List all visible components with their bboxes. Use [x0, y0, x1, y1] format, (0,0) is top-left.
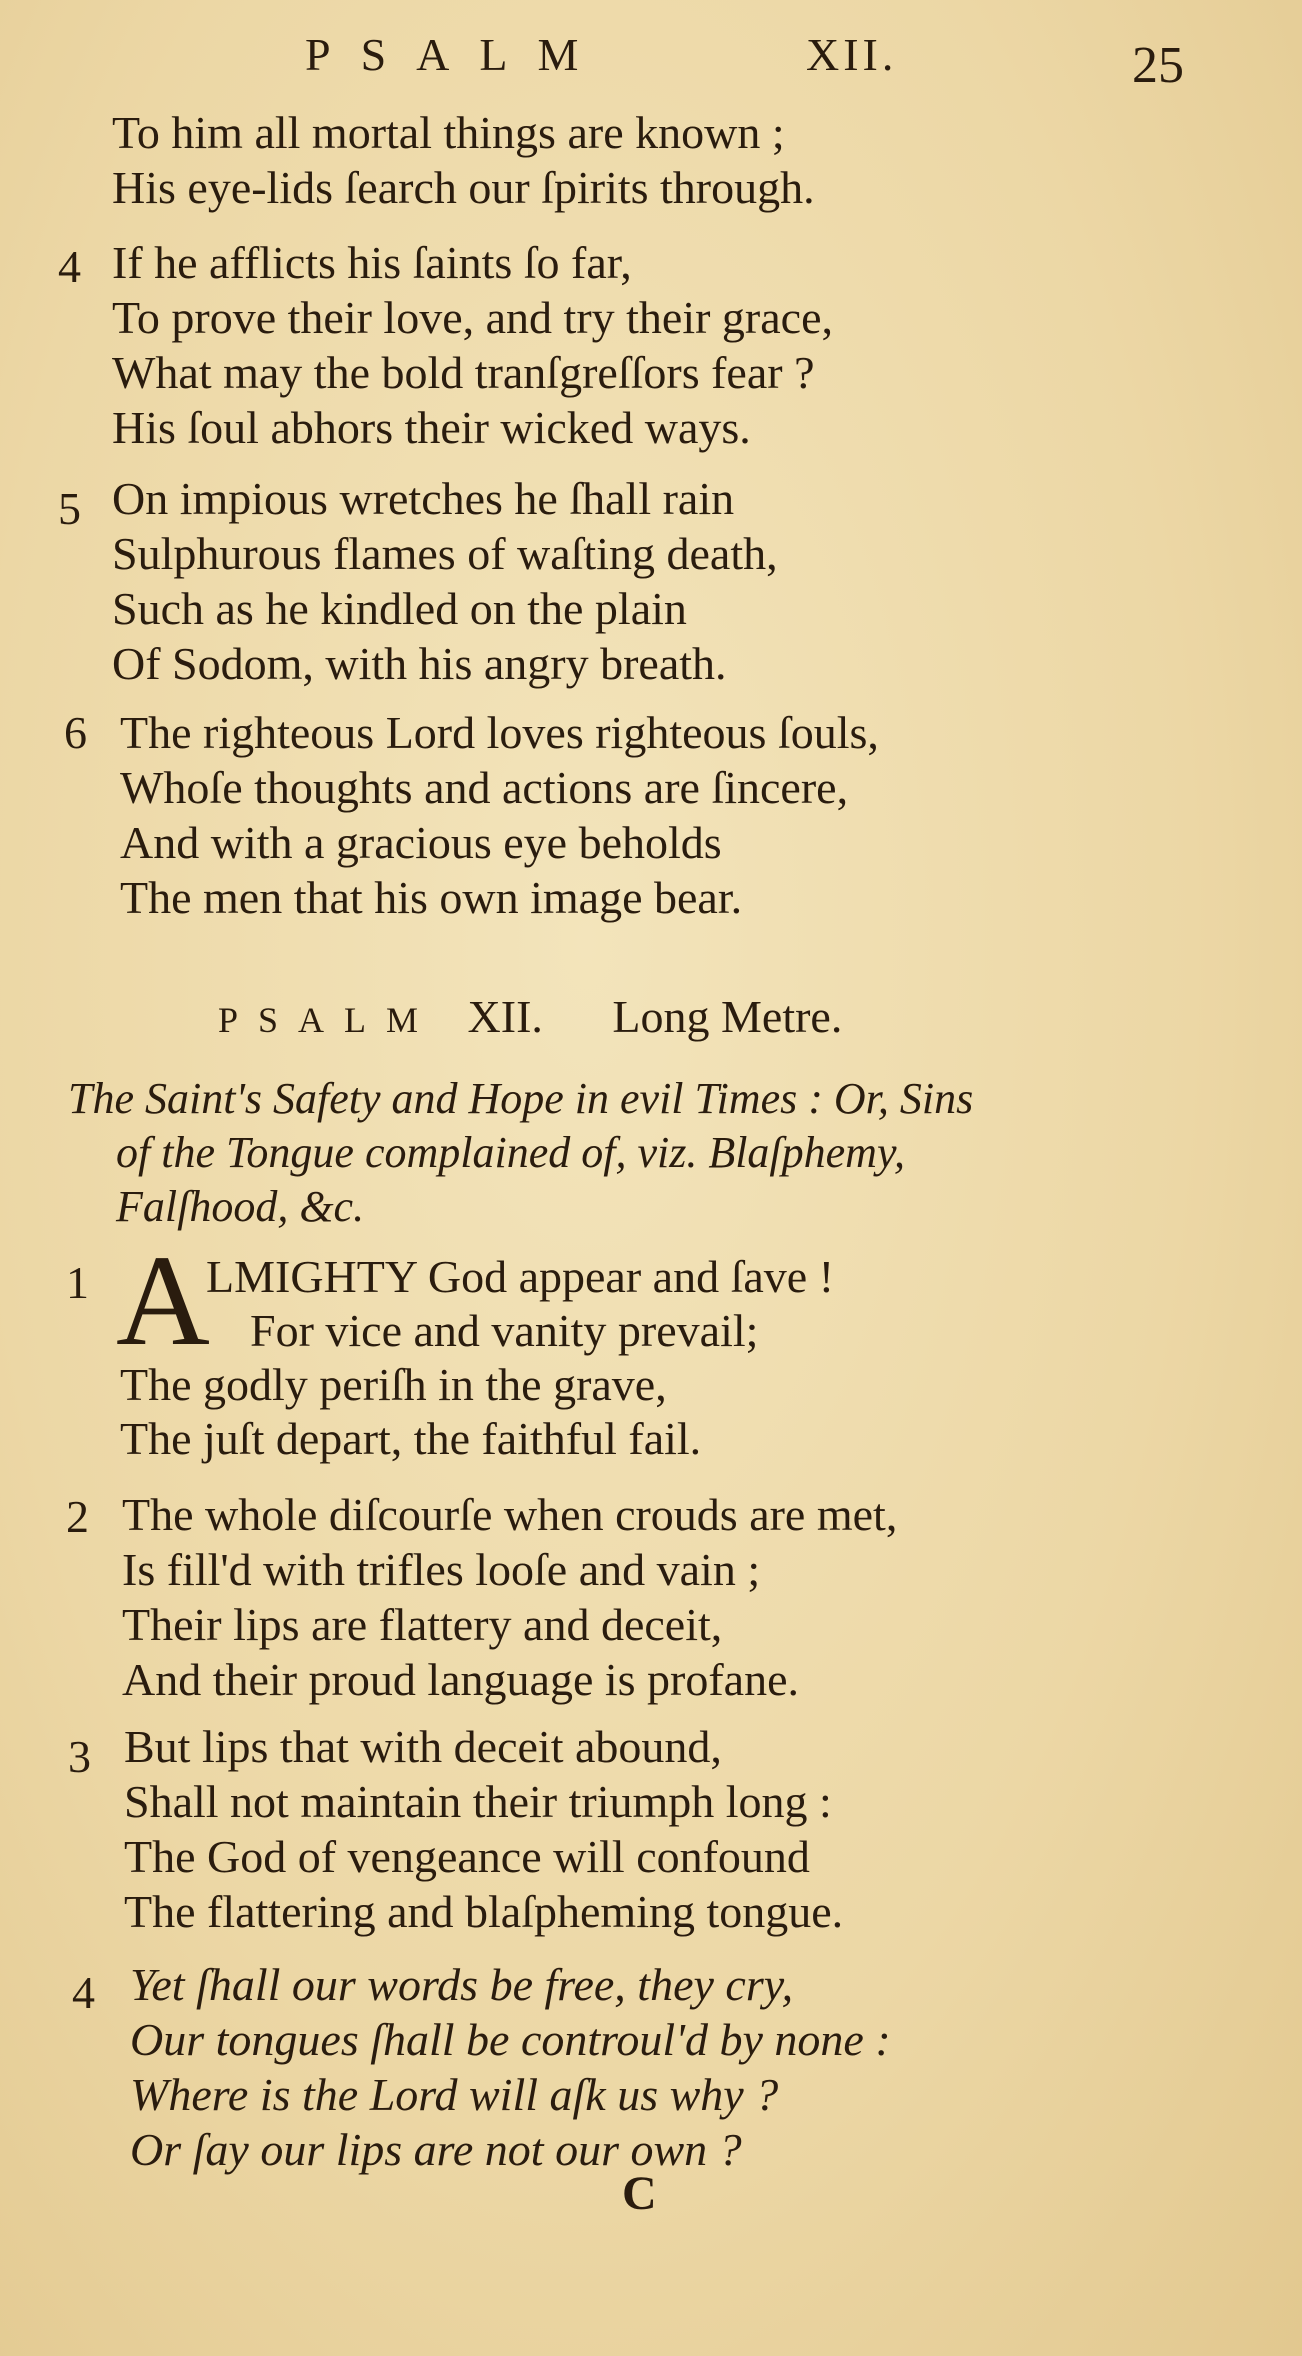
verse-line: Is fill'd with trifles looſe and vain ;	[122, 1544, 761, 1595]
verse-line: And with a gracious eye beholds	[120, 817, 722, 868]
psalm-heading-metre: Long Metre.	[612, 991, 843, 1042]
signature-mark: C	[622, 2167, 657, 2220]
verse-number: 1	[66, 1257, 89, 1308]
verse-line: But lips that with deceit abound,	[124, 1721, 722, 1772]
verse-line: For vice and vanity prevail;	[250, 1305, 759, 1356]
verse-line: If he afflicts his ſaints ſo far,	[112, 237, 632, 288]
verse-line: To him all mortal things are known ;	[112, 107, 785, 158]
psalm-heading	[218, 990, 842, 1043]
verse-line: Whoſe thoughts and actions are ſincere,	[120, 762, 849, 813]
psalm-heading-number: XII.	[467, 991, 543, 1042]
verse-line: Our tongues ſhall be controul'd by none :	[130, 2014, 891, 2065]
verse-number: 4	[58, 241, 81, 292]
verse-line: The God of vengeance will confound	[124, 1831, 810, 1882]
verse-line: What may the bold tranſgreſſors fear ?	[112, 347, 815, 398]
verse-line: LMIGHTY God appear and ſave !	[206, 1251, 835, 1302]
psalm-heading-word: PSALM	[218, 1000, 439, 1040]
verse-line: Yet ſhall our words be free, they cry,	[130, 1959, 794, 2010]
verse-line: Of Sodom, with his angry breath.	[112, 638, 727, 689]
verse-line: Their lips are flattery and deceit,	[122, 1599, 723, 1650]
page-number: 25	[1132, 37, 1184, 94]
verse-number: 6	[64, 707, 87, 758]
verse-line: The juſt depart, the faithful fail.	[120, 1413, 702, 1464]
drop-cap: A	[116, 1229, 210, 1373]
verse-line: The godly periſh in the grave,	[120, 1359, 667, 1410]
verse-line: His eye-lids ſearch our ſpirits through.	[112, 162, 815, 213]
verse-line: Shall not maintain their triumph long :	[124, 1776, 832, 1827]
psalm-subtitle-line: Falſhood, &c.	[116, 1182, 365, 1231]
verse-line: The flattering and blaſpheming tongue.	[124, 1886, 844, 1937]
psalm-subtitle-line: The Saint's Safety and Hope in evil Times : Or, Sins	[68, 1074, 974, 1123]
verse-number: 4	[72, 1967, 95, 2018]
verse-line: Such as he kindled on the plain	[112, 583, 687, 634]
verse-line: The righteous Lord loves righteous ſouls,	[120, 707, 879, 758]
running-head-title: PSALM	[305, 29, 609, 80]
verse-line: On impious wretches he ſhall rain	[112, 473, 735, 524]
verse-number: 5	[58, 483, 81, 534]
verse-line: And their proud language is profane.	[122, 1654, 800, 1705]
verse-line: His ſoul abhors their wicked ways.	[112, 402, 751, 453]
verse-line: The men that his own image bear.	[120, 872, 743, 923]
verse-line: Sulphurous flames of waſting death,	[112, 528, 778, 579]
running-head	[0, 28, 1302, 94]
verse-line: The whole diſcourſe when crouds are met,	[122, 1489, 898, 1540]
verse-line: Or ſay our lips are not our own ?	[130, 2124, 742, 2175]
running-head-psalm-number: XII.	[806, 29, 898, 80]
verse-number: 3	[68, 1731, 91, 1782]
verse-number: 2	[66, 1491, 89, 1542]
verse-line: To prove their love, and try their grace,	[112, 292, 833, 343]
psalm-subtitle-line: of the Tongue complained of, viz. Blaſphemy,	[116, 1128, 906, 1177]
verse-line: Where is the Lord will aſk us why ?	[130, 2069, 779, 2120]
